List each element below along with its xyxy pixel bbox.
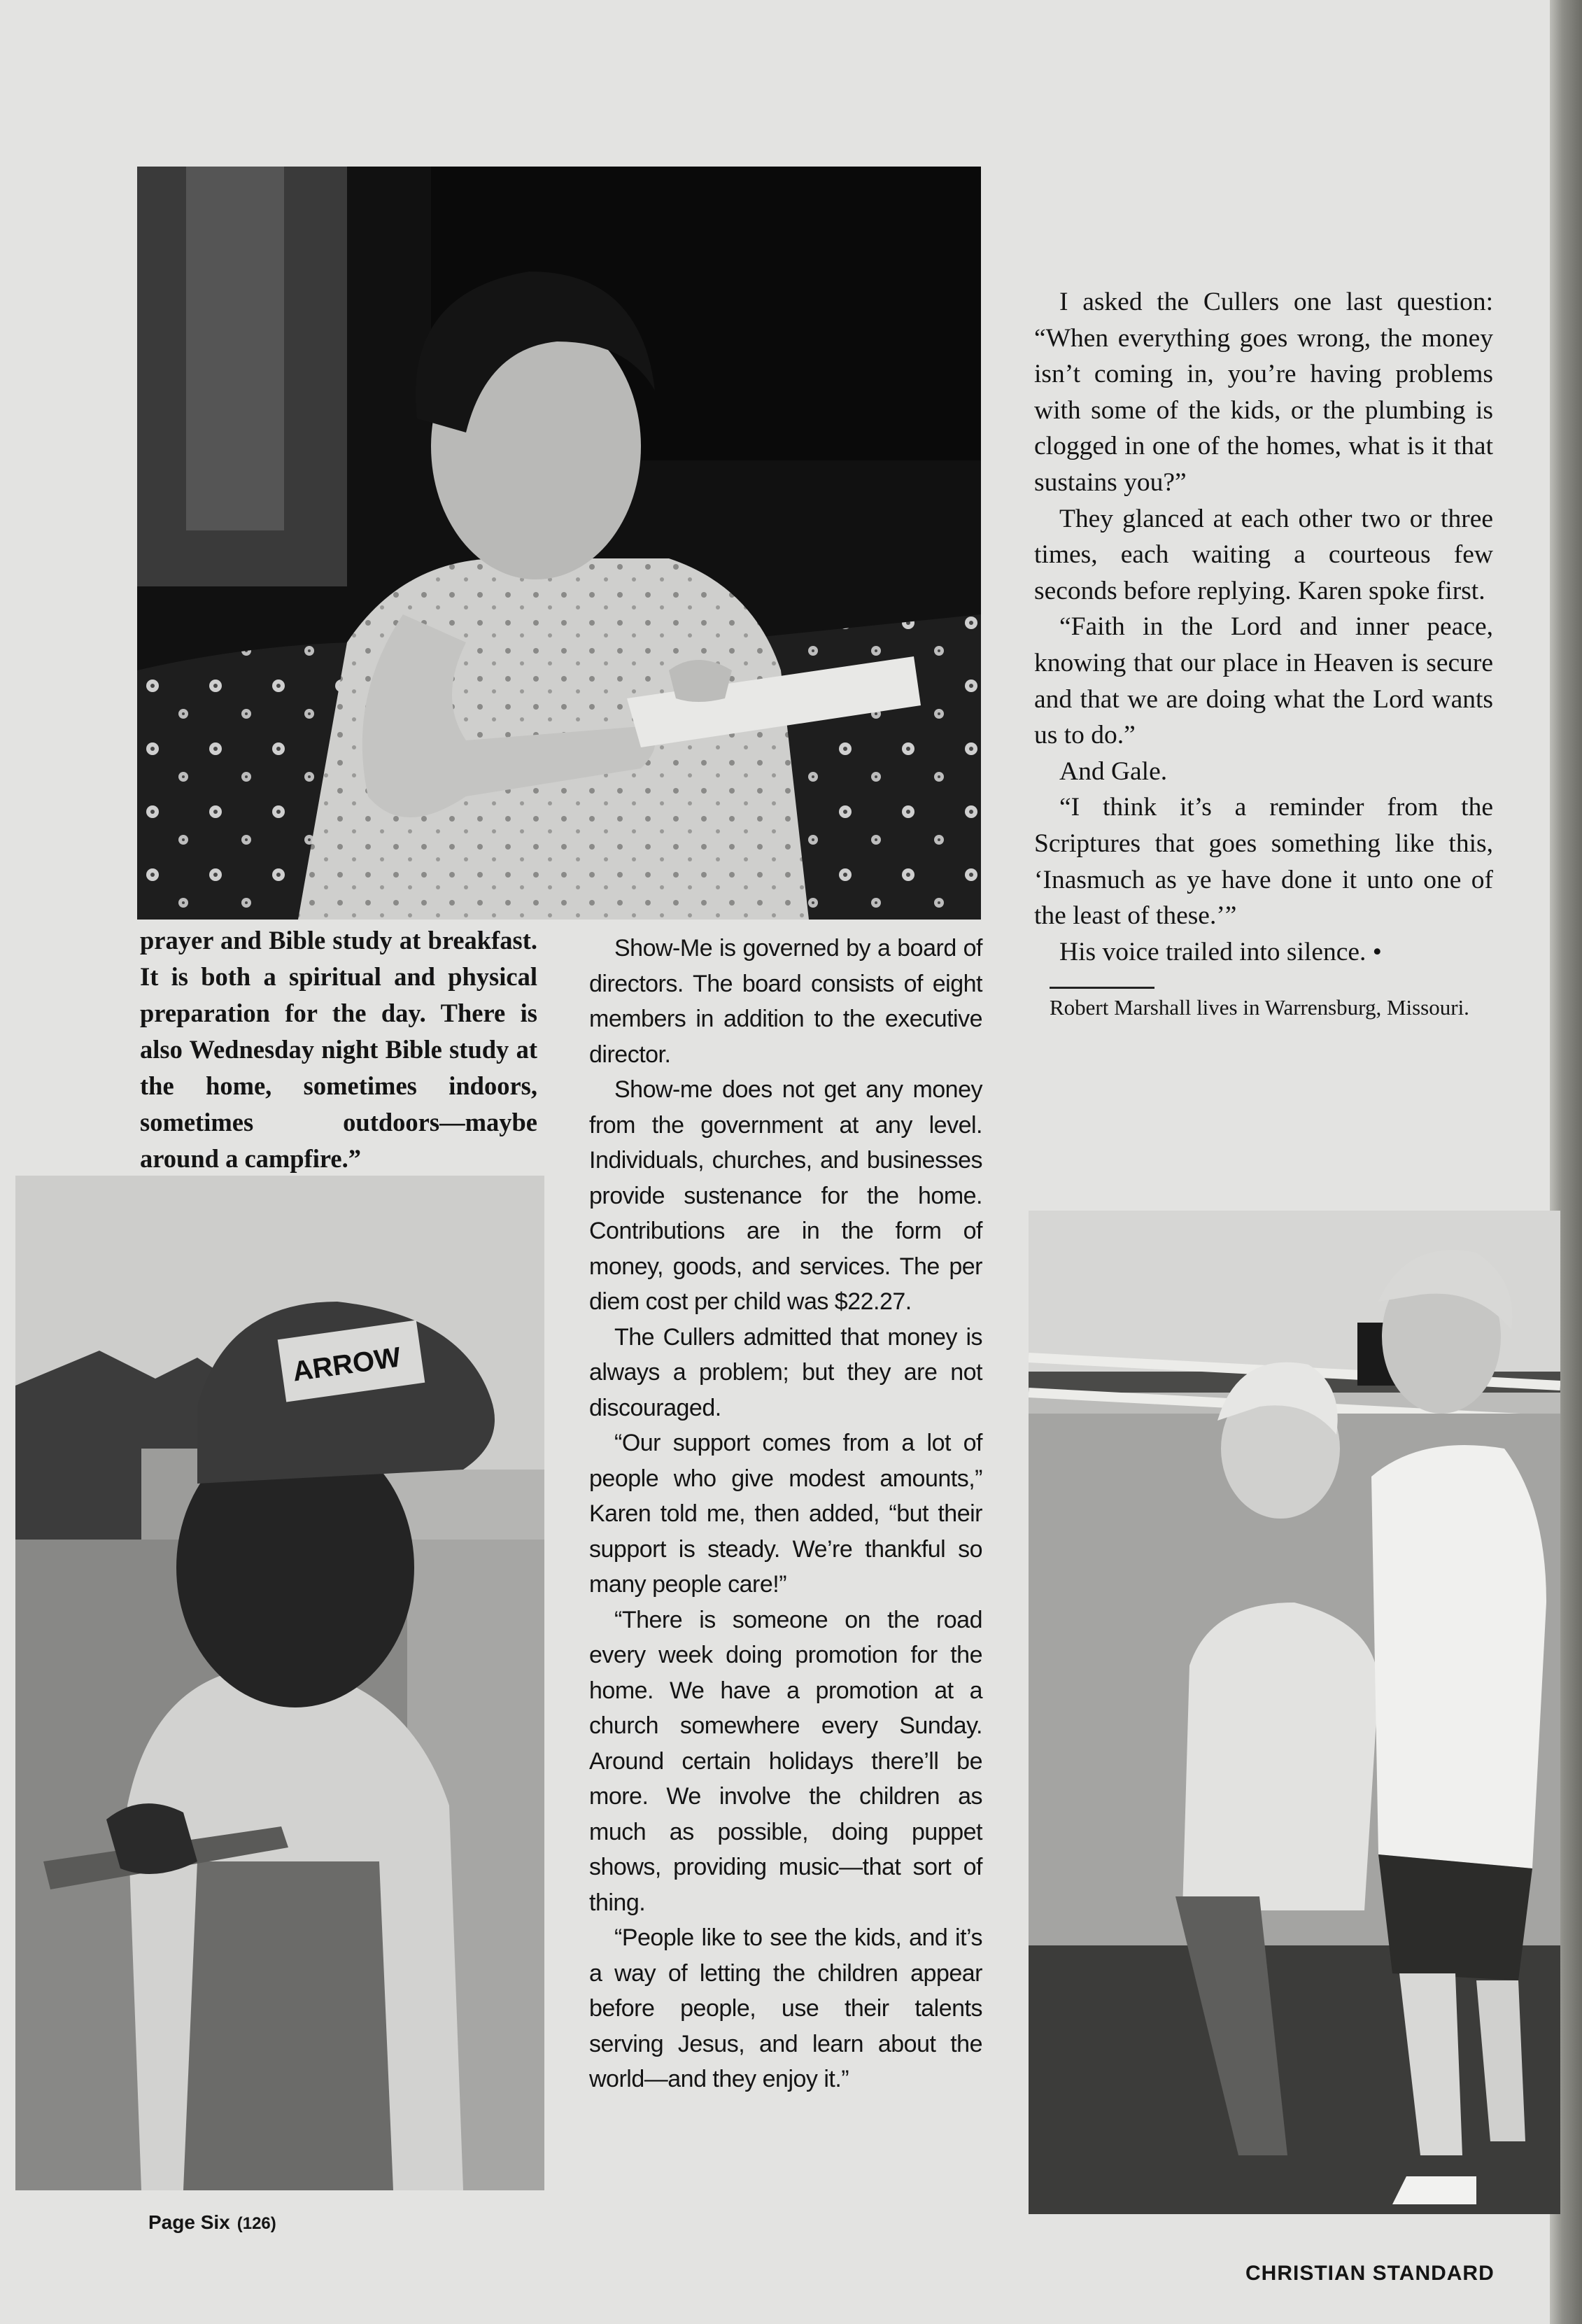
column-left bbox=[140, 922, 537, 1177]
photo-boy-with-cap-image bbox=[15, 1176, 544, 2190]
publication-masthead: CHRISTIAN STANDARD bbox=[1245, 2262, 1495, 2285]
paragraph: “People like to see the kids, and it’s a way of letting the children appear before people, use their talents serving Jesus, and learn about the world—and they enjoy it.” bbox=[589, 1924, 982, 2092]
paragraph: Show-me does not get any money from the government at any level. Individuals, churches, and businesses provide sustenance for the home. Contributions are in the form of money, goods, and services. The per diem cost per child was $22.27. bbox=[589, 1076, 982, 1315]
cap-logo-text: ARROW bbox=[290, 1341, 403, 1388]
photo-boys-at-pond bbox=[1029, 1211, 1560, 2214]
folio-number: (126) bbox=[236, 2214, 276, 2233]
paragraph: The Cullers admitted that money is always a problem; but they are not discouraged. bbox=[589, 1323, 982, 1421]
photo-boys-at-pond-image bbox=[1029, 1211, 1560, 2214]
paragraph: “Our support comes from a lot of people who give modest amounts,” Karen told me, then added, “but their support is steady. We’re thankful so many people care!” bbox=[589, 1430, 982, 1598]
author-byline: Robert Marshall lives in Warrensburg, Missouri. bbox=[1050, 995, 1469, 1020]
paragraph: And Gale. bbox=[1059, 756, 1168, 786]
folio-label: Page Six bbox=[148, 2211, 230, 2233]
page-folio bbox=[148, 2211, 276, 2234]
paragraph: Show-Me is governed by a board of directors. The board consists of eight members in addition to the executive director. bbox=[589, 935, 982, 1068]
paragraph: His voice trailed into silence. • bbox=[1059, 937, 1382, 966]
paragraph: They glanced at each other two or three times, each waiting a courteous few seconds before replying. Karen spoke first. bbox=[1034, 504, 1493, 605]
paragraph: “I think it’s a reminder from the Scriptures that goes something like this, ‘Inasmuch as ye have done it unto one of the least of these.’” bbox=[1034, 793, 1493, 931]
photo-girl-reading-image bbox=[137, 167, 981, 920]
paragraph: prayer and Bible study at breakfast. It is both a spiritual and physical preparation for the day. There is also Wednesday night Bible study at the home, sometimes indoors, sometimes outdoors—maybe around a campfire.” bbox=[140, 926, 537, 1173]
column-right bbox=[1034, 284, 1493, 1021]
photo-girl-reading bbox=[137, 167, 981, 920]
byline-rule bbox=[1050, 987, 1154, 989]
paragraph: “Faith in the Lord and inner peace, knowing that our place in Heaven is secure and that we are doing what the Lord wants us to do.” bbox=[1034, 612, 1493, 750]
paragraph: “There is someone on the road every week doing promotion for the home. We have a promotion at a church somewhere every Sunday. Around certain holidays there’ll be more. We involve the children as much as possible, doing puppet shows, providing music—that sort of thing. bbox=[589, 1606, 982, 1916]
column-middle bbox=[589, 931, 982, 2097]
photo-boy-with-cap bbox=[15, 1176, 544, 2190]
paragraph: I asked the Cullers one last question: “When everything goes wrong, the money isn’t coming in, you’re having problems with some of the kids, or the plumbing is clogged in one of the homes, what is it that sustains you?” bbox=[1034, 288, 1493, 497]
